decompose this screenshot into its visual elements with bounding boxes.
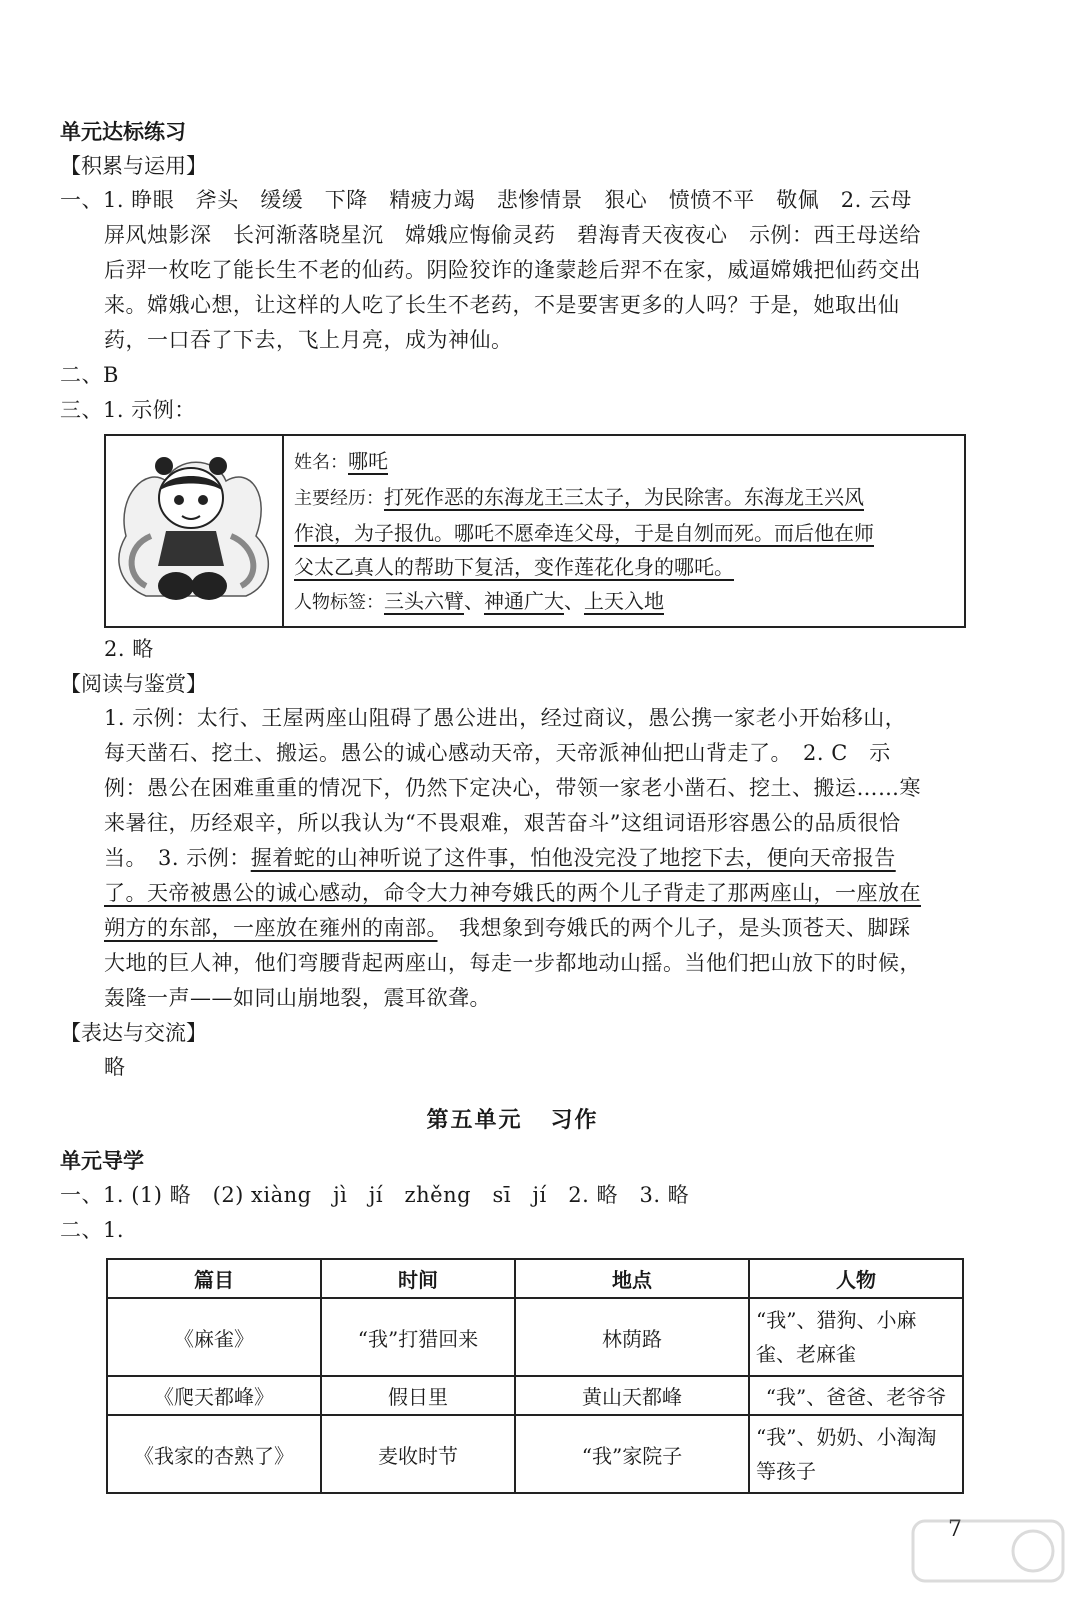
reading-line8: 大地的巨人神，他们弯腰背起两座山，每走一步都地动山摇。当他们把山放下的时候， [104, 951, 921, 975]
header-place: 地点 [515, 1259, 749, 1298]
tags-label: 人物标签： [294, 592, 384, 613]
cell-people: “我”、猎狗、小麻雀、老麻雀 [749, 1298, 963, 1376]
reading-line6 [60, 876, 965, 911]
cell-title: 《我家的杏熟了》 [107, 1415, 321, 1493]
cell-time: “我”打猎回来 [321, 1298, 515, 1376]
watermark-logo-icon [908, 1516, 1068, 1586]
character-info [284, 436, 964, 626]
answer-page [60, 115, 965, 1494]
answer-q1-line1: 一、1. 睁眼 斧头 缓缓 下降 精疲力竭 悲惨情景 狠心 愤愤不平 敬佩 2. 云母 [60, 188, 912, 212]
reading-line7-underlined: 朔方的东部，一座放在雍州的南部。 [104, 916, 438, 940]
cell-time: 麦收时节 [321, 1415, 515, 1493]
unit-label: 第五单元 [426, 1108, 523, 1133]
section-title-unit-practice: 单元达标练习 [60, 120, 186, 144]
unit-five-title [60, 1103, 965, 1134]
nezha-illustration [106, 436, 284, 626]
name-value: 哪吒 [348, 449, 388, 473]
header-time: 时间 [321, 1259, 515, 1298]
answer-q1-line4: 来。嫦娥心想，让这样的人吃了长生不老药，不是要害更多的人吗？于是，她取出仙 [104, 293, 900, 317]
reading-line3: 例：愚公在困难重重的情况下，仍然下定决心，带领一家老小凿石、挖土、搬运……寒 [104, 776, 921, 800]
cell-place: 林荫路 [515, 1298, 749, 1376]
reading-line6-underlined: 了。天帝被愚公的诚心感动，命令大力神夸娥氏的两个儿子背走了那两座山，一座放在 [104, 881, 921, 905]
tag-2: 神通广大 [484, 589, 564, 613]
subsection-accumulation: 【积累与运用】 [60, 154, 207, 178]
cell-people: “我”、爸爸、老爷爷 [749, 1376, 963, 1415]
experience-line2 [294, 516, 954, 550]
section-title-unit-guide: 单元导学 [60, 1149, 144, 1173]
answer-q1-line2: 屏风烛影深 长河渐落晓星沉 嫦娥应悔偷灵药 碧海青天夜夜心 示例：西王母送给 [104, 223, 921, 247]
cell-time: 假日里 [321, 1376, 515, 1415]
story-elements-table [106, 1258, 964, 1494]
name-row [294, 444, 954, 480]
reading-line1: 1. 示例：太行、王屋两座山阻碍了愚公进出，经过商议，愚公携一家老小开始移山， [104, 706, 907, 730]
cell-place: 黄山天都峰 [515, 1376, 749, 1415]
reading-line9: 轰隆一声——如同山崩地裂，震耳欲聋。 [104, 986, 491, 1010]
guide-q1: 一、1. (1) 略 (2) xiàng jì jí zhěng sī jí 2. 略 3. 略 [60, 1183, 690, 1207]
tags-row [294, 584, 954, 620]
answer-q3: 三、1. 示例： [60, 398, 196, 422]
reading-line4: 来暑往，历经艰辛，所以我认为“不畏艰难，艰苦奋斗”这组词语形容愚公的品质很恰 [104, 811, 901, 835]
unit-topic: 习作 [550, 1108, 599, 1133]
reading-line7 [60, 911, 965, 946]
header-title: 篇目 [107, 1259, 321, 1298]
answer-q1-line5: 药，一口吞了下去，飞上月亮，成为神仙。 [104, 328, 513, 352]
experience-text-1: 打死作恶的东海龙王三太子，为民除害。东海龙王兴风 [384, 485, 864, 509]
answer-q3-2: 2. 略 [104, 637, 154, 661]
page-number: 7 [948, 1517, 962, 1542]
cell-place: “我”家院子 [515, 1415, 749, 1493]
name-label: 姓名： [294, 452, 348, 473]
table-row [107, 1415, 963, 1493]
character-card [104, 434, 966, 628]
experience-text-3: 父太乙真人的帮助下复活，变作莲花化身的哪吒。 [294, 555, 734, 579]
tag-sep-2: 、 [564, 589, 584, 613]
guide-q2: 二、1. [60, 1218, 125, 1242]
tag-1: 三头六臂 [384, 589, 464, 613]
subsection-expression: 【表达与交流】 [60, 1021, 207, 1045]
reading-line7-rest: 我想象到夸娥氏的两个儿子，是头顶苍天、脚踩 [437, 916, 911, 940]
table-row [107, 1376, 963, 1415]
answer-q2: 二、B [60, 363, 119, 387]
reading-line2: 每天凿石、挖土、搬运。愚公的诚心感动天帝，天帝派神仙把山背走了。 2. C 示 [104, 741, 891, 765]
reading-line5 [60, 841, 965, 876]
nezha-drawing-icon [106, 436, 282, 622]
reading-line5-prefix: 当。 3. 示例： [104, 846, 251, 870]
answer-q1-line3: 后羿一枚吃了能长生不老的仙药。阴险狡诈的逢蒙趁后羿不在家，威逼嫦娥把仙药交出 [104, 258, 921, 282]
tag-sep-1: 、 [464, 589, 484, 613]
experience-line3 [294, 550, 954, 584]
experience-text-2: 作浪，为子报仇。哪吒不愿牵连父母，于是自刎而死。而后他在师 [294, 521, 874, 545]
table-header-row [107, 1259, 963, 1298]
cell-title: 《麻雀》 [107, 1298, 321, 1376]
tag-3: 上天入地 [584, 589, 664, 613]
subsection-reading: 【阅读与鉴赏】 [60, 672, 207, 696]
reading-line5-underlined: 握着蛇的山神听说了这件事，怕他没完没了地挖下去，便向天帝报告 [250, 846, 896, 870]
cell-people: “我”、奶奶、小淘淘等孩子 [749, 1415, 963, 1493]
experience-label: 主要经历： [294, 488, 384, 509]
experience-line1 [294, 480, 954, 516]
expression-answer: 略 [104, 1055, 126, 1079]
cell-title: 《爬天都峰》 [107, 1376, 321, 1415]
header-people: 人物 [749, 1259, 963, 1298]
table-row [107, 1298, 963, 1376]
